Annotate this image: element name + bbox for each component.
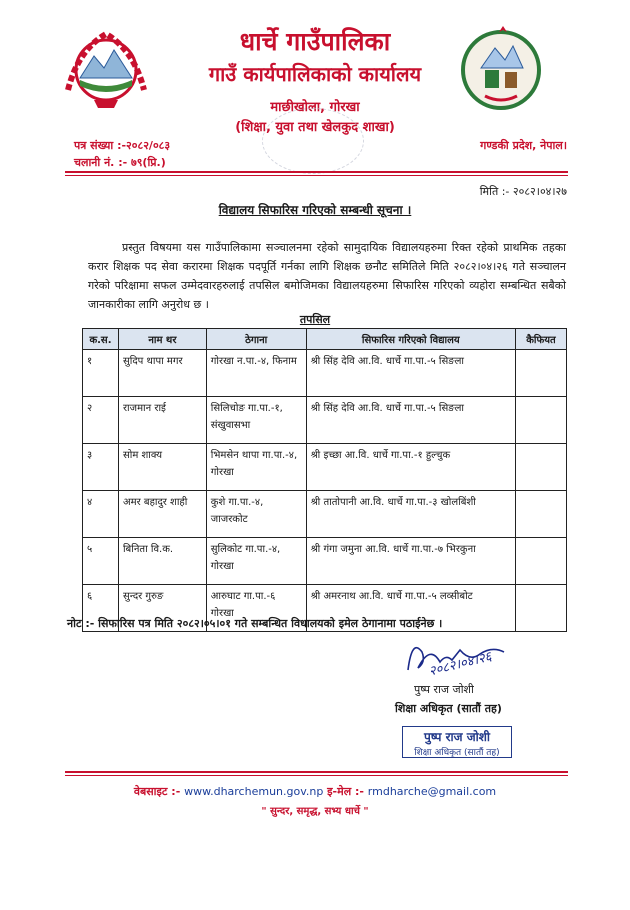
footer-slogan: " सुन्दर, समृद्ध, सभ्य धार्चे " (261, 806, 369, 817)
name-stamp (402, 726, 512, 758)
header-address: ठेगाना (206, 329, 306, 350)
footer-contact (0, 784, 630, 799)
stamp-position: शिक्षा अधिकृत (सातौं तह) (414, 748, 500, 758)
table-row (83, 350, 567, 397)
table-row (83, 491, 567, 538)
cell-school: श्री सिंह देवि आ.वि. धार्चे गा.पा.-५ सिङला (306, 397, 515, 444)
dispatch-number: चलानी नं. :- ७९(प्रि.) (74, 156, 166, 169)
note-text: नोट :- सिफारिस पत्र मिति २०८२।०५।०१ गते सम्बन्धित विधालयको इमेल ठेगानामा पठाईनेछ । (67, 617, 443, 630)
cell-school: श्री इच्छा आ.वि. धार्चे गा.पा.-१ हुल्चुक (306, 444, 515, 491)
cell-remarks (516, 444, 567, 491)
cell-serial: ६ (83, 585, 119, 632)
header-divider (65, 171, 568, 173)
recommendation-table (82, 328, 567, 632)
cell-remarks (516, 538, 567, 585)
cell-school: श्री सिंह देवि आ.वि. धार्चे गा.पा.-५ सिङला (306, 350, 515, 397)
stamp-name: पुष्प राज जोशी (423, 730, 491, 744)
header-school: सिफारिस गरिएको विद्यालय (306, 329, 515, 350)
table-row (83, 538, 567, 585)
cell-name: सुदिप थापा मगर (118, 350, 206, 397)
branch-name: (शिक्षा, युवा तथा खेलकुद शाखा) (235, 120, 395, 135)
cell-name: सोम शाक्य (118, 444, 206, 491)
cell-address: आरुघाट गा.पा.-६ गोरखा (206, 585, 306, 632)
signature-date: २०८२।०४।२६ (427, 649, 494, 680)
header-name: नाम थर (118, 329, 206, 350)
faint-seal-stamp (262, 108, 364, 174)
handwritten-signature (400, 632, 510, 686)
cell-address: सुलिकोट गा.पा.-४, गोरखा (206, 538, 306, 585)
cell-remarks (516, 350, 567, 397)
cell-remarks (516, 397, 567, 444)
cell-address: भिमसेन थापा गा.पा.-४, गोरखा (206, 444, 306, 491)
cell-name: अमर बहादुर शाही (118, 491, 206, 538)
office-name: गाउँ कार्यपालिकाको कार्यालय (208, 62, 422, 86)
letter-subject: विद्यालय सिफारिस गरिएको सम्बन्धी सूचना । (218, 203, 412, 217)
province-label: गण्डकी प्रदेश, नेपाल। (480, 139, 567, 152)
footer-divider-thin (65, 775, 568, 776)
office-address: माछीखोला, गोरखा (270, 100, 360, 115)
email-link[interactable]: rmdharche@gmail.com (367, 785, 497, 798)
footer-divider (65, 771, 568, 773)
cell-serial: १ (83, 350, 119, 397)
table-row (83, 444, 567, 491)
letter-date: मिति :- २०८२।०४।२७ (479, 185, 567, 198)
cell-serial: ५ (83, 538, 119, 585)
table-header-row (83, 329, 567, 350)
cell-serial: २ (83, 397, 119, 444)
cell-address: कुशे गा.पा.-४, जाजरकोट (206, 491, 306, 538)
cell-address: गोरखा न.पा.-४, फिनाम (206, 350, 306, 397)
cell-school: श्री तातोपानी आ.वि. धार्चे गा.पा.-३ खोलबिंशी (306, 491, 515, 538)
header-remarks: कैफियत (516, 329, 567, 350)
cell-address: सिलिचोङ गा.पा.-१, संखुवासभा (206, 397, 306, 444)
cell-school: श्री अमरनाथ आ.वि. धार्चे गा.पा.-५ लव्सीबोट (306, 585, 515, 632)
letter-body: प्रस्तुत विषयमा यस गाउँपालिकामा सञ्चालनमा रहेको सामुदायिक विद्यालयहरुमा रिक्त रहेको प्राथमिक तहका करार शिक्षक पद सेवा करारमा शिक्षक पदपूर्ति गर्नका लागि शिक्षक छनौट समितिले मिति २०८२।०४।२६ गते सञ्चालन गरेको परिक्षामा सफल उम्मेदवारहरुलाई तपसिल बमोजिमका विद्यालयहरुमा सिफारिस गरिएको व्यहोरा सम्बन्धित सबैको जानकारीका लागि अनुरोध छ । (88, 241, 566, 311)
letter-number: पत्र संख्या :-२०८२/०८३ (74, 139, 171, 152)
header-serial: क.स. (83, 329, 119, 350)
signatory-name: पुष्प राज जोशी (414, 683, 474, 696)
cell-name: राजमान राई (118, 397, 206, 444)
cell-name: बिनिता वि.क. (118, 538, 206, 585)
cell-remarks (516, 585, 567, 632)
website-label: वेबसाइट :- (133, 785, 185, 798)
table-row (83, 397, 567, 444)
municipality-name: धार्चे गाउँपालिका (239, 27, 391, 56)
header-divider-thin (65, 175, 568, 176)
website-link[interactable]: www.dharchemun.gov.np (184, 785, 324, 798)
table-caption: तपसिल (299, 313, 331, 326)
cell-name: सुन्दर गुरुङ (118, 585, 206, 632)
cell-serial: ४ (83, 491, 119, 538)
signatory-position: शिक्षा अधिकृत (सातौं तह) (395, 702, 502, 715)
cell-remarks (516, 491, 567, 538)
cell-serial: ३ (83, 444, 119, 491)
email-label: इ-मेल :- (323, 785, 368, 798)
cell-school: श्री गंगा जमुना आ.वि. धार्चे गा.पा.-७ भिरकुना (306, 538, 515, 585)
